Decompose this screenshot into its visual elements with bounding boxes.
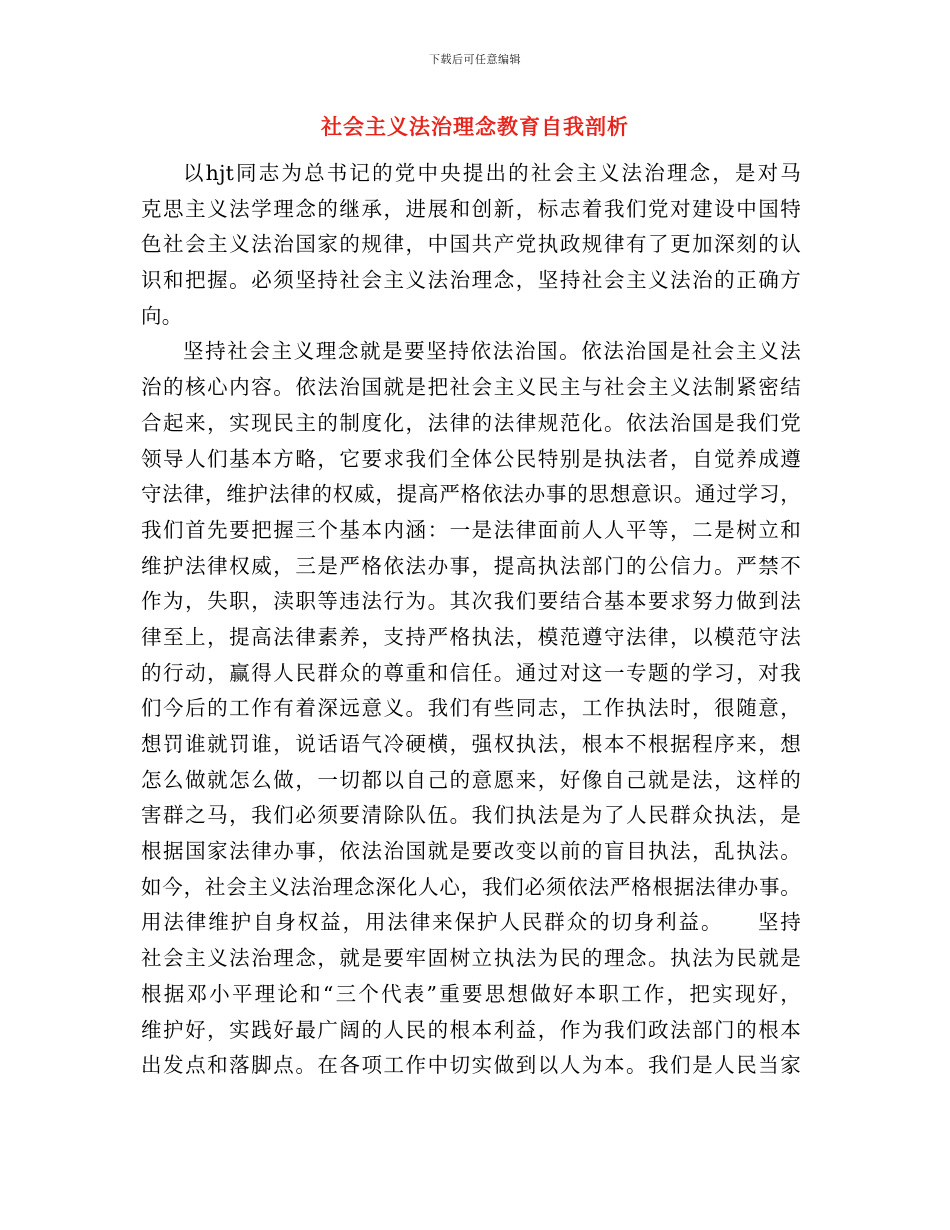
body-line: 的行动，赢得人民群众的尊重和信任。通过对这一专题的学习，对我 (141, 660, 801, 685)
body-line: 识和把握。必须坚持社会主义法治理念，坚持社会主义法治的正确方 (141, 268, 801, 293)
body-line: 色社会主义法治国家的规律，中国共产党执政规律有了更加深刻的认 (141, 232, 801, 257)
body-line: 合起来，实现民主的制度化，法律的法律规范化。依法治国是我们党 (141, 410, 801, 435)
body-line: 根据国家法律办事，依法治国就是要改变以前的盲目执法，乱执法。 (141, 839, 801, 864)
body-line: 害群之马，我们必须要清除队伍。我们执法是为了人民群众执法，是 (141, 803, 801, 828)
body-line: 想罚谁就罚谁，说话语气冷硬横，强权执法，根本不根据程序来，想 (141, 732, 801, 756)
body-line: 治的核心内容。依法治国就是把社会主义民主与社会主义法制紧密结 (141, 375, 801, 400)
body-line: 怎么做就怎么做，一切都以自己的意愿来，好像自己就是法，这样的 (141, 767, 801, 792)
body-line: 们今后的工作有着深远意义。我们有些同志，工作执法时，很随意， (141, 696, 801, 721)
body-line: 根据邓小平理论和“三个代表”重要思想做好本职工作，把实现好， (141, 981, 801, 1006)
body-line: 用法律维护自身权益，用法律来保护人民群众的切身利益。 坚持 (141, 910, 801, 935)
body-line: 维护好，实践好最广阔的人民的根本利益，作为我们政法部门的根本 (141, 1017, 801, 1042)
document-body (141, 156, 801, 1084)
body-line: 克思主义法学理念的继承，进展和创新，标志着我们党对建设中国特 (141, 196, 801, 221)
header-note: 下载后可任意编辑 (429, 53, 521, 66)
body-line: 向。 (141, 303, 183, 328)
body-line: 我们首先要把握三个基本内涵：一是法律面前人人平等，二是树立和 (141, 517, 801, 542)
body-line: 坚持社会主义理念就是要坚持依法治国。依法治国是社会主义法 (183, 339, 801, 364)
body-line: 以hjt同志为总书记的党中央提出的社会主义法治理念，是对马 (183, 161, 801, 185)
document-title: 社会主义法治理念教育自我剖析 (321, 114, 629, 139)
body-line: 出发点和落脚点。在各项工作中切实做到以人为本。我们是人民当家 (141, 1053, 801, 1078)
body-line: 社会主义法治理念，就是要牢固树立执法为民的理念。执法为民就是 (141, 946, 801, 971)
body-line: 守法律，维护法律的权威，提高严格依法办事的思想意识。通过学习， (141, 482, 801, 507)
body-line: 如今，社会主义法治理念深化人心，我们必须依法严格根据法律办事。 (141, 874, 801, 899)
body-line: 作为，失职，渎职等违法行为。其次我们要结合基本要求努力做到法 (141, 589, 801, 614)
body-line: 领导人们基本方略，它要求我们全体公民特别是执法者，自觉养成遵 (141, 446, 801, 471)
body-line: 维护法律权威，三是严格依法办事，提高执法部门的公信力。严禁不 (141, 553, 801, 578)
body-line: 律至上，提高法律素养，支持严格执法，模范遵守法律，以模范守法 (141, 624, 801, 649)
